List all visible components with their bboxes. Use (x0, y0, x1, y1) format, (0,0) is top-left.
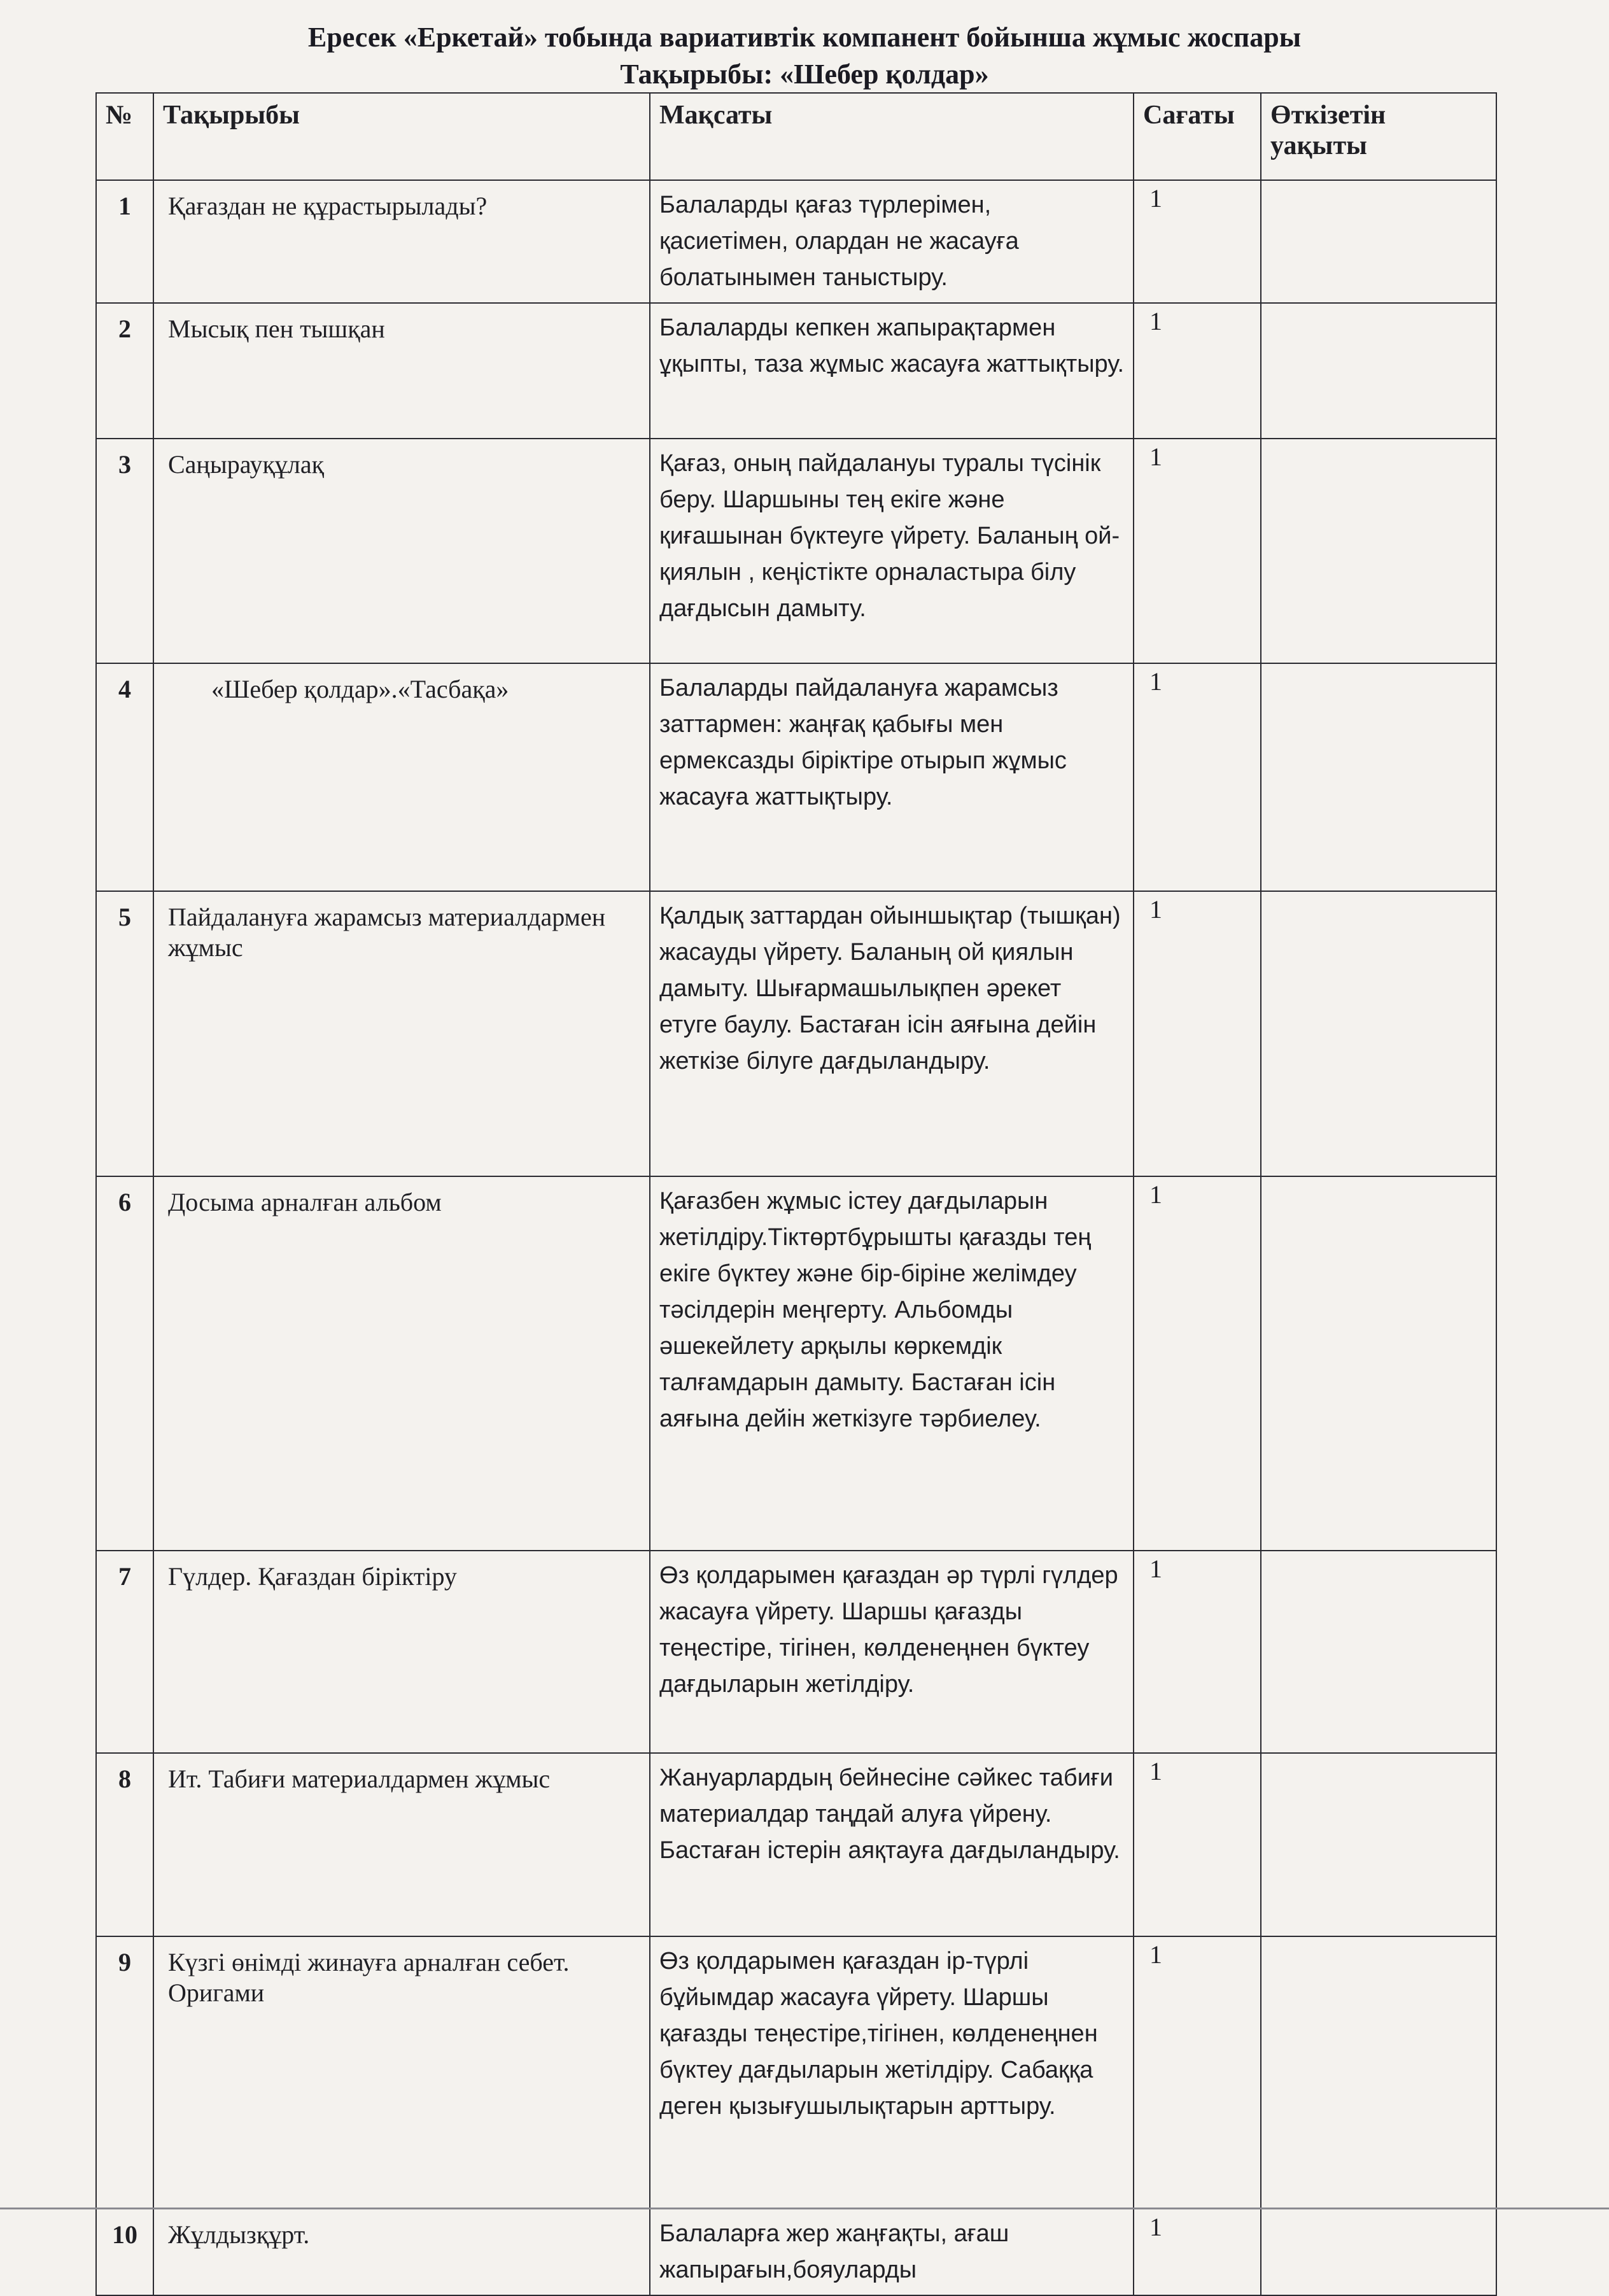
table-row (96, 663, 1496, 891)
header-number: № (96, 93, 153, 180)
row-date (1261, 439, 1496, 663)
plan-table-container (95, 92, 1496, 2296)
header-goal: Мақсаты (650, 93, 1134, 180)
row-date (1261, 2209, 1496, 2295)
table-row (96, 1551, 1496, 1753)
row-goal: Қағазбен жұмыс істеу дағдыларын жетілдіру.Тіктөртбұрышты қағазды тең екіге бүктеу және бір-біріне желімдеу тәсілдерін меңгерту. Альбомды әшекейлету арқылы көркемдік талғамдарын дамыту. Бастаған ісін аяғына дейін жеткізуге тәрбиелеу. (650, 1176, 1134, 1551)
scan-edge-divider (0, 2208, 1609, 2209)
row-date (1261, 303, 1496, 439)
row-number: 2 (96, 303, 153, 439)
row-topic: Пайдалануға жарамсыз материалдармен жұмыс (153, 891, 650, 1176)
table-row (96, 1176, 1496, 1551)
row-hours: 1 (1134, 1753, 1261, 1936)
row-hours: 1 (1134, 439, 1261, 663)
document-title: Ересек «Еркетай» тобында вариативтік компанент бойынша жұмыс жоспары (307, 22, 1302, 53)
header-date: Өткізетін уақыты (1261, 93, 1496, 180)
row-number: 8 (96, 1753, 153, 1936)
row-date (1261, 663, 1496, 891)
row-number: 6 (96, 1176, 153, 1551)
row-hours: 1 (1134, 1176, 1261, 1551)
table-row (96, 891, 1496, 1176)
row-goal: Өз қолдарымен қағаздан ір-түрлі бұйымдар жасауға үйрету. Шаршы қағазды теңестіре,тігінен, көлденеңнен бүктеу дағдыларын жетілдіру. Сабаққа деген қызығушылықтарын арттыру. (650, 1936, 1134, 2209)
row-hours: 1 (1134, 180, 1261, 303)
row-number: 3 (96, 439, 153, 663)
table-row (96, 2209, 1496, 2295)
table-row (96, 439, 1496, 663)
table-row (96, 1936, 1496, 2209)
row-hours: 1 (1134, 663, 1261, 891)
table-row (96, 303, 1496, 439)
row-goal: Қалдық заттардан ойыншықтар (тышқан) жасауды үйрету. Баланың ой қиялын дамыту. Шығармашылықпен әрекет етуге баулу. Бастаған ісін аяғына дейін жеткізе білуге дағдыландыру. (650, 891, 1134, 1176)
row-number: 1 (96, 180, 153, 303)
document-subtitle: Тақырыбы: «Шебер қолдар» (620, 59, 989, 90)
row-topic: Қағаздан не құрастырылады? (153, 180, 650, 303)
table-row (96, 180, 1496, 303)
row-hours: 1 (1134, 891, 1261, 1176)
row-number: 7 (96, 1551, 153, 1753)
row-date (1261, 891, 1496, 1176)
header-hours: Сағаты (1134, 93, 1261, 180)
row-hours: 1 (1134, 2209, 1261, 2295)
row-goal: Балаларды кепкен жапырақтармен ұқыпты, таза жұмыс жасауға жаттықтыру. (650, 303, 1134, 439)
row-date (1261, 180, 1496, 303)
row-topic: Гүлдер. Қағаздан біріктіру (153, 1551, 650, 1753)
table-header-row (96, 93, 1496, 180)
row-hours: 1 (1134, 1936, 1261, 2209)
row-topic: Мысық пен тышқан (153, 303, 650, 439)
row-number: 10 (96, 2209, 153, 2295)
row-topic: Жұлдызқұрт. (153, 2209, 650, 2295)
row-number: 4 (96, 663, 153, 891)
row-date (1261, 1551, 1496, 1753)
row-number: 5 (96, 891, 153, 1176)
row-goal: Балаларды пайдалануға жарамсыз заттармен: жаңғақ қабығы мен ермексазды біріктіре отырып жұмыс жасауға жаттықтыру. (650, 663, 1134, 891)
header-topic: Тақырыбы (153, 93, 650, 180)
row-date (1261, 1753, 1496, 1936)
row-goal: Балаларды қағаз түрлерімен, қасиетімен, олардан не жасауға болатынымен таныстыру. (650, 180, 1134, 303)
row-topic: Ит. Табиғи материалдармен жұмыс (153, 1753, 650, 1936)
row-hours: 1 (1134, 303, 1261, 439)
work-plan-table (95, 92, 1497, 2296)
row-goal: Балаларға жер жаңғақты, ағаш жапырағын,бояуларды (650, 2209, 1134, 2295)
row-number: 9 (96, 1936, 153, 2209)
row-topic: Саңырауқұлақ (153, 439, 650, 663)
row-date (1261, 1176, 1496, 1551)
row-topic: «Шебер қолдар».«Тасбақа» (153, 663, 650, 891)
row-goal: Өз қолдарымен қағаздан әр түрлі гүлдер жасауға үйрету. Шаршы қағазды теңестіре, тігінен, көлденеңнен бүктеу дағдыларын жетілдіру. (650, 1551, 1134, 1753)
row-topic: Күзгі өнімді жинауға арналған себет. Оригами (153, 1936, 650, 2209)
row-date (1261, 1936, 1496, 2209)
table-row (96, 1753, 1496, 1936)
row-topic: Досыма арналған альбом (153, 1176, 650, 1551)
row-goal: Жануарлардың бейнесіне сәйкес табиғи материалдар таңдай алуға үйрену. Бастаған істерін аяқтауға дағдыландыру. (650, 1753, 1134, 1936)
row-goal: Қағаз, оның пайдалануы туралы түсінік беру. Шаршыны тең екіге және қиғашынан бүктеуге үйрету. Баланың ой-қиялын , кеңістікте орналастыра білу дағдысын дамыту. (650, 439, 1134, 663)
row-hours: 1 (1134, 1551, 1261, 1753)
